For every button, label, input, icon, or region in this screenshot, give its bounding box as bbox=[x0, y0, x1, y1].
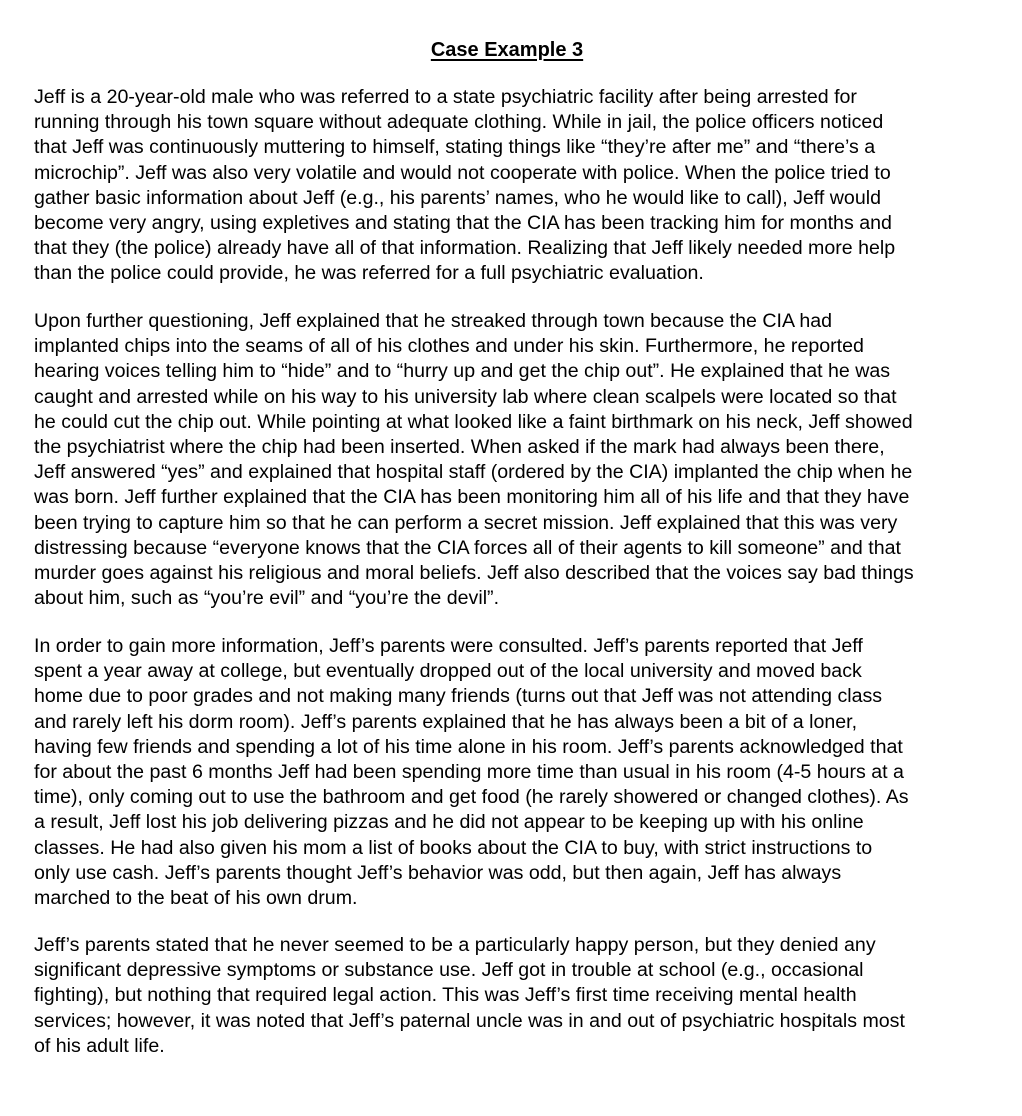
paragraph-line: running through his town square without adequate clothing. While in jail, the police officers noticed bbox=[34, 111, 884, 134]
paragraph-line: only use cash. Jeff’s parents thought Jeff’s behavior was odd, but then again, Jeff has always bbox=[34, 861, 842, 884]
paragraph-line: for about the past 6 months Jeff had been spending more time than usual in his room (4-5 hours at a bbox=[34, 761, 904, 784]
paragraph-4 bbox=[34, 933, 1004, 1059]
paragraph-line: distressing because “everyone knows that the CIA forces all of their agents to kill someone” and that bbox=[34, 536, 901, 559]
paragraph-line: become very angry, using expletives and stating that the CIA has been tracking him for months and bbox=[34, 212, 892, 235]
paragraph-3 bbox=[34, 634, 1004, 911]
paragraph-line: Upon further questioning, Jeff explained that he streaked through town because the CIA had bbox=[34, 310, 833, 332]
paragraph-line: been trying to capture him so that he can perform a secret mission. Jeff explained that this was very bbox=[34, 511, 898, 534]
paragraph-line: In order to gain more information, Jeff’s parents were consulted. Jeff’s parents reported that Jeff bbox=[34, 635, 863, 657]
paragraph-1 bbox=[34, 85, 1004, 287]
paragraph-line: having few friends and spending a lot of his time alone in his room. Jeff’s parents acknowledged that bbox=[34, 735, 903, 758]
paragraph-line: time), only coming out to use the bathroom and get food (he rarely showered or changed clothes). As bbox=[34, 786, 909, 809]
paragraph-line: Jeff’s parents stated that he never seemed to be a particularly happy person, but they denied any bbox=[34, 934, 876, 956]
paragraph-line: implanted chips into the seams of all of his clothes and under his skin. Furthermore, he reported bbox=[34, 335, 864, 358]
paragraph-line: a result, Jeff lost his job delivering pizzas and he did not appear to be keeping up with his online bbox=[34, 811, 864, 834]
paragraph-line: significant depressive symptoms or substance use. Jeff got in trouble at school (e.g., occasional bbox=[34, 959, 864, 982]
paragraph-line: caught and arrested while on his way to his university lab where clean scalpels were located so that bbox=[34, 385, 897, 408]
paragraph-line: of his adult life. bbox=[34, 1034, 165, 1057]
paragraph-line: than the police could provide, he was referred for a full psychiatric evaluation. bbox=[34, 262, 704, 285]
paragraph-line: fighting), but nothing that required legal action. This was Jeff’s first time receiving mental health bbox=[34, 984, 857, 1007]
paragraph-line: about him, such as “you’re evil” and “you’re the devil”. bbox=[34, 587, 500, 610]
paragraph-line: Jeff is a 20-year-old male who was referred to a state psychiatric facility after being arrested for bbox=[34, 86, 857, 108]
paragraph-line: that Jeff was continuously muttering to himself, stating things like “they’re after me” and “there’s a bbox=[34, 136, 876, 159]
paragraph-line: spent a year away at college, but eventually dropped out of the local university and moved back bbox=[34, 660, 862, 683]
paragraph-line: microchip”. Jeff was also very volatile and would not cooperate with police. When the police tried to bbox=[34, 161, 891, 184]
document-title-text: Case Example 3 bbox=[430, 39, 584, 61]
paragraph-line: services; however, it was noted that Jeff’s paternal uncle was in and out of psychiatric hospitals most bbox=[34, 1009, 905, 1032]
paragraph-line: classes. He had also given his mom a list of books about the CIA to buy, with strict instructions to bbox=[34, 836, 873, 859]
paragraph-line: and rarely left his dorm room). Jeff’s parents explained that he has always been a bit of a loner, bbox=[34, 710, 858, 733]
document-title bbox=[0, 38, 1022, 62]
paragraph-line: was born. Jeff further explained that the CIA has been monitoring him all of his life and that they have bbox=[34, 486, 910, 509]
paragraph-line: marched to the beat of his own drum. bbox=[34, 887, 358, 910]
paragraph-line: home due to poor grades and not making many friends (turns out that Jeff was not attending class bbox=[34, 685, 883, 708]
paragraph-line: murder goes against his religious and moral beliefs. Jeff also described that the voices say bad things bbox=[34, 562, 914, 585]
paragraph-line: the psychiatrist where the chip had been inserted. When asked if the mark had always been there, bbox=[34, 436, 885, 459]
paragraph-line: that they (the police) already have all of that information. Realizing that Jeff likely needed more help bbox=[34, 237, 896, 260]
paragraph-line: hearing voices telling him to “hide” and to “hurry up and get the chip out”. He explained that he was bbox=[34, 360, 891, 383]
paragraph-line: gather basic information about Jeff (e.g., his parents’ names, who he would like to call), Jeff would bbox=[34, 186, 881, 209]
paragraph-line: he could cut the chip out. While pointing at what looked like a faint birthmark on his neck, Jeff showed bbox=[34, 410, 913, 433]
paragraph-line: Jeff answered “yes” and explained that hospital staff (ordered by the CIA) implanted the chip when he bbox=[34, 461, 913, 484]
paragraph-2 bbox=[34, 309, 1004, 611]
